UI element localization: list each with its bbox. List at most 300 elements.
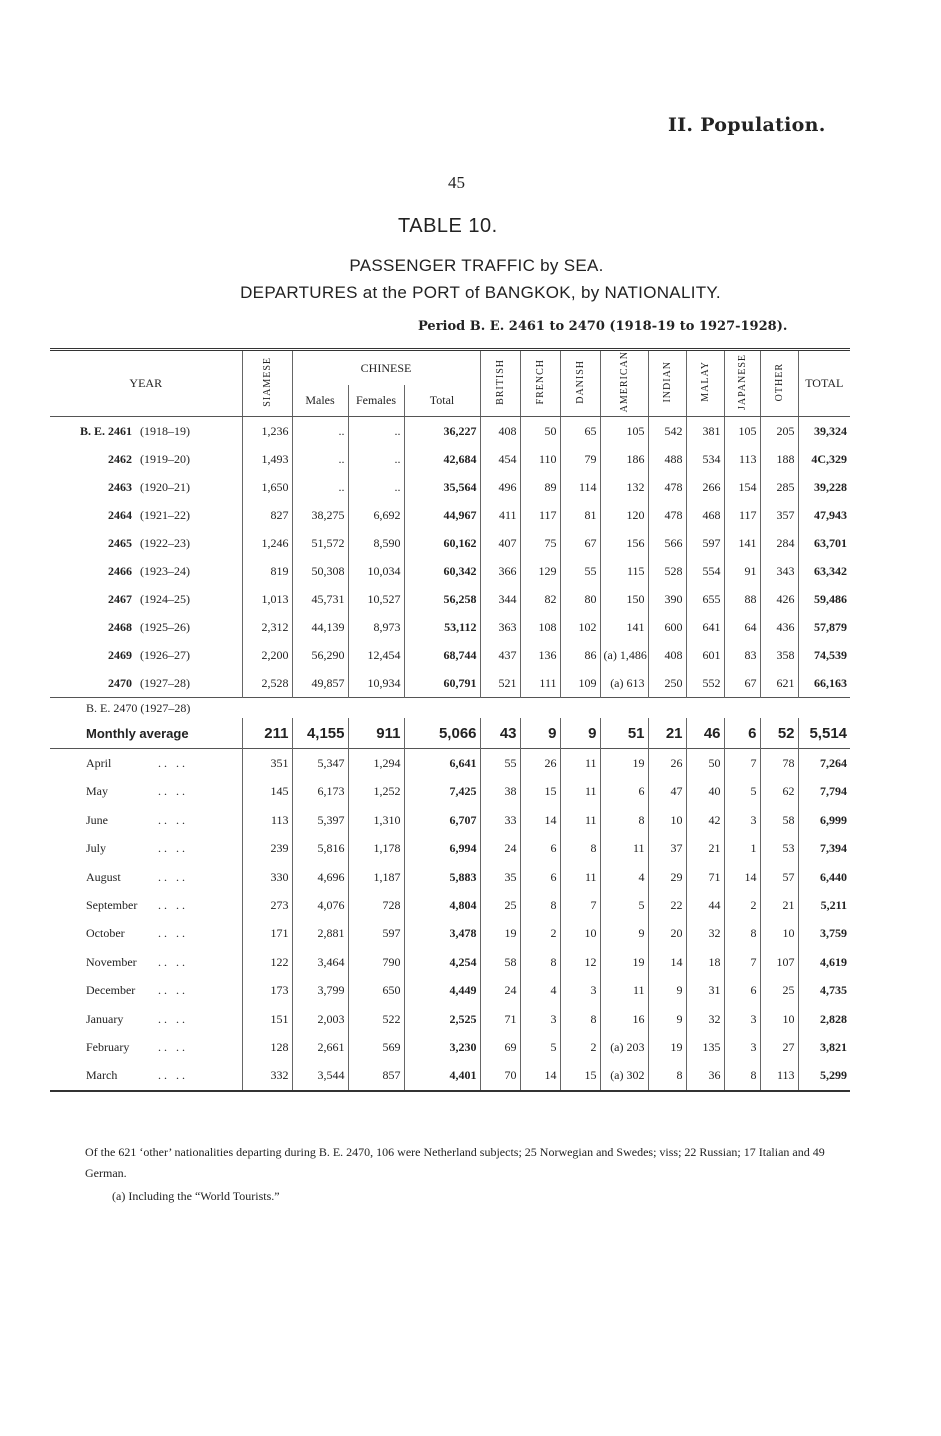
cell-danish: 11 <box>560 749 600 778</box>
cell-chinese-males: 38,275 <box>292 501 348 529</box>
cell-chinese-total: 60,791 <box>404 669 480 698</box>
leader-dots: . . . . <box>158 841 185 856</box>
month-row <box>50 1033 850 1061</box>
cell-british: 408 <box>480 417 520 446</box>
cell-danish: 11 <box>560 778 600 806</box>
month-name: August <box>86 869 121 884</box>
table-title-line1: PASSENGER TRAFFIC by SEA. <box>349 256 604 275</box>
cell-american: 132 <box>600 473 648 501</box>
month-name: September <box>86 897 138 912</box>
cell-siamese: 351 <box>242 749 292 778</box>
cell-chinese-females: 569 <box>348 1033 404 1061</box>
cell-malay: 32 <box>686 1005 724 1033</box>
cell-american: (a) 302 <box>600 1062 648 1091</box>
header-other: OTHER <box>760 350 798 417</box>
cell-french: 9 <box>520 718 560 749</box>
cell-american: 5 <box>600 891 648 919</box>
cell-japanese: 14 <box>724 863 760 891</box>
cell-total: 63,701 <box>798 529 850 557</box>
cell-french: 111 <box>520 669 560 698</box>
cell-japanese: 7 <box>724 948 760 976</box>
cell-chinese-females: 1,178 <box>348 835 404 863</box>
cell-other: 53 <box>760 835 798 863</box>
cell-malay: 31 <box>686 976 724 1004</box>
cell-british: 496 <box>480 473 520 501</box>
cell-malay: 36 <box>686 1062 724 1091</box>
cell-other: 357 <box>760 501 798 529</box>
cell-japanese: 64 <box>724 613 760 641</box>
header-chinese-females: Females <box>348 385 404 417</box>
cell-american: 19 <box>600 948 648 976</box>
cell-chinese-females: 8,973 <box>348 613 404 641</box>
cell-chinese-females: 1,310 <box>348 806 404 834</box>
cell-malay: 266 <box>686 473 724 501</box>
cell-indian: 250 <box>648 669 686 698</box>
year-row <box>50 613 850 641</box>
cell-indian: 37 <box>648 835 686 863</box>
monthly-average-label: Monthly average <box>86 725 189 741</box>
header-chinese-males: Males <box>292 385 348 417</box>
cell-total: 2,828 <box>798 1005 850 1033</box>
cell-japanese: 105 <box>724 417 760 446</box>
cell-malay: 71 <box>686 863 724 891</box>
cell-japanese: 67 <box>724 669 760 698</box>
yearly-rows <box>50 417 850 698</box>
cell-siamese: 1,246 <box>242 529 292 557</box>
year-ce: (1925–26) <box>140 619 190 634</box>
month-label <box>50 1005 242 1033</box>
cell-chinese-males: 3,799 <box>292 976 348 1004</box>
cell-chinese-total: 44,967 <box>404 501 480 529</box>
cell-french: 5 <box>520 1033 560 1061</box>
leader-dots: . . . . <box>158 954 185 969</box>
cell-siamese: 239 <box>242 835 292 863</box>
cell-chinese-females: 857 <box>348 1062 404 1091</box>
cell-danish: 9 <box>560 718 600 749</box>
cell-american: 141 <box>600 613 648 641</box>
cell-danish: 3 <box>560 976 600 1004</box>
cell-chinese-females: 10,527 <box>348 585 404 613</box>
cell-british: 437 <box>480 641 520 669</box>
cell-french: 14 <box>520 1062 560 1091</box>
cell-chinese-males: 51,572 <box>292 529 348 557</box>
month-label <box>50 920 242 948</box>
cell-malay: 597 <box>686 529 724 557</box>
month-label <box>50 835 242 863</box>
cell-danish: 7 <box>560 891 600 919</box>
cell-other: 188 <box>760 445 798 473</box>
header-indian: INDIAN <box>648 350 686 417</box>
cell-japanese: 6 <box>724 718 760 749</box>
cell-chinese-total: 3,478 <box>404 920 480 948</box>
year-be: 2465 <box>108 535 132 550</box>
cell-american: 16 <box>600 1005 648 1033</box>
cell-chinese-males: 5,397 <box>292 806 348 834</box>
cell-indian: 478 <box>648 473 686 501</box>
header-french: FRENCH <box>520 350 560 417</box>
cell-british: 363 <box>480 613 520 641</box>
cell-french: 89 <box>520 473 560 501</box>
year-ce: (1921–22) <box>140 507 190 522</box>
cell-american: 4 <box>600 863 648 891</box>
leader-dots: . . . . <box>158 1068 185 1083</box>
month-name: January <box>86 1011 124 1026</box>
leader-dots: . . . . <box>158 869 185 884</box>
cell-chinese-total: 2,525 <box>404 1005 480 1033</box>
cell-british: 71 <box>480 1005 520 1033</box>
cell-siamese: 122 <box>242 948 292 976</box>
month-name: October <box>86 926 125 941</box>
cell-american: 105 <box>600 417 648 446</box>
cell-japanese: 8 <box>724 920 760 948</box>
month-name: February <box>86 1039 130 1054</box>
cell-chinese-males: .. <box>292 445 348 473</box>
cell-total: 7,264 <box>798 749 850 778</box>
cell-chinese-males: .. <box>292 473 348 501</box>
year-label <box>50 641 242 669</box>
cell-american: 186 <box>600 445 648 473</box>
cell-indian: 408 <box>648 641 686 669</box>
year-row <box>50 557 850 585</box>
year-row <box>50 501 850 529</box>
cell-total: 59,486 <box>798 585 850 613</box>
year-ce: (1923–24) <box>140 563 190 578</box>
cell-french: 2 <box>520 920 560 948</box>
leader-dots: . . . . <box>158 756 185 771</box>
year-be: 2464 <box>108 507 132 522</box>
year-label <box>50 585 242 613</box>
table-number: TABLE 10. <box>398 215 498 237</box>
cell-british: 35 <box>480 863 520 891</box>
cell-total: 4,619 <box>798 948 850 976</box>
cell-indian: 26 <box>648 749 686 778</box>
cell-other: 78 <box>760 749 798 778</box>
year-be: 2470 <box>108 675 132 690</box>
month-label <box>50 749 242 778</box>
cell-british: 454 <box>480 445 520 473</box>
cell-danish: 79 <box>560 445 600 473</box>
cell-british: 70 <box>480 1062 520 1091</box>
cell-malay: 135 <box>686 1033 724 1061</box>
cell-total: 3,759 <box>798 920 850 948</box>
cell-chinese-females: 650 <box>348 976 404 1004</box>
cell-japanese: 154 <box>724 473 760 501</box>
cell-american: 115 <box>600 557 648 585</box>
year-row <box>50 445 850 473</box>
leader-dots: . . . . <box>158 1039 185 1054</box>
cell-british: 407 <box>480 529 520 557</box>
cell-indian: 29 <box>648 863 686 891</box>
cell-siamese: 171 <box>242 920 292 948</box>
month-row <box>50 778 850 806</box>
cell-chinese-males: 56,290 <box>292 641 348 669</box>
cell-danish: 86 <box>560 641 600 669</box>
cell-chinese-females: 12,454 <box>348 641 404 669</box>
cell-danish: 80 <box>560 585 600 613</box>
cell-other: 436 <box>760 613 798 641</box>
cell-other: 52 <box>760 718 798 749</box>
footnote-a: (a) Including the “World Tourists.” <box>112 1189 280 1203</box>
cell-british: 38 <box>480 778 520 806</box>
cell-indian: 8 <box>648 1062 686 1091</box>
cell-malay: 655 <box>686 585 724 613</box>
cell-british: 69 <box>480 1033 520 1061</box>
cell-american: 120 <box>600 501 648 529</box>
cell-malay: 601 <box>686 641 724 669</box>
cell-french: 75 <box>520 529 560 557</box>
footnote-other: Of the 621 ‘other’ nationalities departing during B. E. 2470, 106 were Netherland subjects; 25 Norwegian and Swedes; viss; 22 Russian; 17 Italian and 49 German. <box>85 1145 825 1180</box>
cell-chinese-total: 4,804 <box>404 891 480 919</box>
cell-total: 4,735 <box>798 976 850 1004</box>
cell-siamese: 827 <box>242 501 292 529</box>
cell-total: 57,879 <box>798 613 850 641</box>
cell-siamese: 332 <box>242 1062 292 1091</box>
cell-siamese: 113 <box>242 806 292 834</box>
month-row <box>50 749 850 778</box>
cell-chinese-males: 2,003 <box>292 1005 348 1033</box>
cell-chinese-males: 49,857 <box>292 669 348 698</box>
cell-chinese-females: 6,692 <box>348 501 404 529</box>
cell-chinese-females: 790 <box>348 948 404 976</box>
cell-japanese: 113 <box>724 445 760 473</box>
cell-chinese-males: 4,076 <box>292 891 348 919</box>
cell-japanese: 91 <box>724 557 760 585</box>
year-be: 2463 <box>108 479 132 494</box>
cell-chinese-total: 35,564 <box>404 473 480 501</box>
cell-french: 14 <box>520 806 560 834</box>
header-siamese: SIAMESE <box>242 350 292 417</box>
header-chinese: CHINESE <box>292 350 480 386</box>
cell-total: 39,324 <box>798 417 850 446</box>
year-label <box>50 501 242 529</box>
cell-indian: 22 <box>648 891 686 919</box>
cell-indian: 9 <box>648 1005 686 1033</box>
monthly-rows <box>50 749 850 1091</box>
header-danish: DANISH <box>560 350 600 417</box>
cell-chinese-males: 5,816 <box>292 835 348 863</box>
month-row <box>50 1062 850 1091</box>
header-american: AMERICAN <box>600 350 648 417</box>
cell-indian: 528 <box>648 557 686 585</box>
cell-chinese-females: .. <box>348 417 404 446</box>
cell-chinese-females: 522 <box>348 1005 404 1033</box>
year-row <box>50 417 850 446</box>
cell-indian: 390 <box>648 585 686 613</box>
cell-british: 366 <box>480 557 520 585</box>
cell-total: 39,228 <box>798 473 850 501</box>
header-malay: MALAY <box>686 350 724 417</box>
cell-indian: 542 <box>648 417 686 446</box>
cell-danish: 114 <box>560 473 600 501</box>
year-label <box>50 473 242 501</box>
cell-total: 7,794 <box>798 778 850 806</box>
cell-other: 58 <box>760 806 798 834</box>
cell-malay: 50 <box>686 749 724 778</box>
cell-chinese-females: 1,252 <box>348 778 404 806</box>
year-label <box>50 445 242 473</box>
year-row <box>50 669 850 698</box>
cell-malay: 381 <box>686 417 724 446</box>
cell-chinese-females: 1,294 <box>348 749 404 778</box>
cell-other: 57 <box>760 863 798 891</box>
cell-japanese: 141 <box>724 529 760 557</box>
cell-total: 7,394 <box>798 835 850 863</box>
year-be: 2462 <box>108 451 132 466</box>
cell-chinese-females: 1,187 <box>348 863 404 891</box>
cell-chinese-males: 6,173 <box>292 778 348 806</box>
cell-british: 411 <box>480 501 520 529</box>
month-label <box>50 863 242 891</box>
cell-american: 9 <box>600 920 648 948</box>
cell-british: 344 <box>480 585 520 613</box>
cell-chinese-total: 68,744 <box>404 641 480 669</box>
cell-chinese-females: 728 <box>348 891 404 919</box>
average-period-label: B. E. 2470 (1927–28) <box>50 698 850 719</box>
year-row <box>50 585 850 613</box>
cell-chinese-total: 5,883 <box>404 863 480 891</box>
cell-siamese: 128 <box>242 1033 292 1061</box>
cell-american: 11 <box>600 835 648 863</box>
cell-danish: 10 <box>560 920 600 948</box>
cell-japanese: 3 <box>724 1033 760 1061</box>
cell-total: 63,342 <box>798 557 850 585</box>
year-label <box>50 669 242 698</box>
cell-siamese: 330 <box>242 863 292 891</box>
cell-chinese-total: 6,994 <box>404 835 480 863</box>
cell-french: 8 <box>520 948 560 976</box>
cell-french: 4 <box>520 976 560 1004</box>
cell-american: 6 <box>600 778 648 806</box>
cell-japanese: 8 <box>724 1062 760 1091</box>
section-title: II. Population. <box>668 114 826 136</box>
cell-chinese-total: 53,112 <box>404 613 480 641</box>
month-label <box>50 948 242 976</box>
cell-malay: 552 <box>686 669 724 698</box>
cell-siamese: 2,528 <box>242 669 292 698</box>
cell-other: 21 <box>760 891 798 919</box>
month-row <box>50 891 850 919</box>
year-ce: (1922–23) <box>140 535 190 550</box>
cell-indian: 600 <box>648 613 686 641</box>
average-rows <box>50 698 850 749</box>
cell-american: (a) 203 <box>600 1033 648 1061</box>
cell-japanese: 7 <box>724 749 760 778</box>
cell-american: 150 <box>600 585 648 613</box>
cell-french: 129 <box>520 557 560 585</box>
cell-american: 8 <box>600 806 648 834</box>
leader-dots: . . . . <box>158 784 185 799</box>
cell-total: 66,163 <box>798 669 850 698</box>
cell-chinese-males: 4,696 <box>292 863 348 891</box>
cell-malay: 18 <box>686 948 724 976</box>
month-row <box>50 863 850 891</box>
leader-dots: . . . . <box>158 983 185 998</box>
month-label <box>50 1062 242 1091</box>
cell-indian: 478 <box>648 501 686 529</box>
cell-american: (a) 1,486 <box>600 641 648 669</box>
cell-japanese: 6 <box>724 976 760 1004</box>
cell-american: 156 <box>600 529 648 557</box>
year-label <box>50 613 242 641</box>
year-ce: (1919–20) <box>140 451 190 466</box>
cell-total: 47,943 <box>798 501 850 529</box>
cell-french: 3 <box>520 1005 560 1033</box>
cell-chinese-total: 4,254 <box>404 948 480 976</box>
cell-chinese-total: 36,227 <box>404 417 480 446</box>
cell-indian: 488 <box>648 445 686 473</box>
cell-chinese-total: 42,684 <box>404 445 480 473</box>
cell-chinese-males: .. <box>292 417 348 446</box>
header-japanese: JAPANESE <box>724 350 760 417</box>
year-row <box>50 529 850 557</box>
cell-total: 5,299 <box>798 1062 850 1091</box>
cell-other: 10 <box>760 920 798 948</box>
month-name: July <box>86 841 107 856</box>
cell-other: 285 <box>760 473 798 501</box>
cell-american: (a) 613 <box>600 669 648 698</box>
month-name: April <box>86 756 112 771</box>
cell-chinese-total: 6,707 <box>404 806 480 834</box>
cell-indian: 10 <box>648 806 686 834</box>
cell-indian: 47 <box>648 778 686 806</box>
cell-malay: 42 <box>686 806 724 834</box>
cell-danish: 102 <box>560 613 600 641</box>
cell-other: 358 <box>760 641 798 669</box>
year-be: 2467 <box>108 591 132 606</box>
cell-siamese: 1,013 <box>242 585 292 613</box>
month-row <box>50 835 850 863</box>
cell-siamese: 151 <box>242 1005 292 1033</box>
cell-total: 74,539 <box>798 641 850 669</box>
cell-british: 24 <box>480 835 520 863</box>
year-row <box>50 473 850 501</box>
cell-japanese: 83 <box>724 641 760 669</box>
cell-british: 19 <box>480 920 520 948</box>
month-row <box>50 1005 850 1033</box>
cell-chinese-males: 2,661 <box>292 1033 348 1061</box>
cell-other: 113 <box>760 1062 798 1091</box>
year-ce: (1924–25) <box>140 591 190 606</box>
cell-other: 621 <box>760 669 798 698</box>
cell-other: 10 <box>760 1005 798 1033</box>
cell-british: 43 <box>480 718 520 749</box>
cell-japanese: 1 <box>724 835 760 863</box>
cell-chinese-total: 5,066 <box>404 718 480 749</box>
year-label <box>50 417 242 446</box>
cell-american: 11 <box>600 976 648 1004</box>
cell-malay: 46 <box>686 718 724 749</box>
cell-danish: 65 <box>560 417 600 446</box>
cell-total: 5,514 <box>798 718 850 749</box>
cell-japanese: 5 <box>724 778 760 806</box>
cell-siamese: 173 <box>242 976 292 1004</box>
leader-dots: . . . . <box>158 926 185 941</box>
month-row <box>50 806 850 834</box>
cell-french: 8 <box>520 891 560 919</box>
cell-chinese-total: 4,449 <box>404 976 480 1004</box>
cell-chinese-males: 44,139 <box>292 613 348 641</box>
leader-dots: . . . . <box>158 812 185 827</box>
cell-other: 62 <box>760 778 798 806</box>
cell-other: 107 <box>760 948 798 976</box>
year-label <box>50 529 242 557</box>
year-ce: (1927–28) <box>140 675 190 690</box>
cell-siamese: 2,312 <box>242 613 292 641</box>
month-row <box>50 976 850 1004</box>
cell-chinese-females: 597 <box>348 920 404 948</box>
cell-siamese: 273 <box>242 891 292 919</box>
cell-chinese-males: 50,308 <box>292 557 348 585</box>
